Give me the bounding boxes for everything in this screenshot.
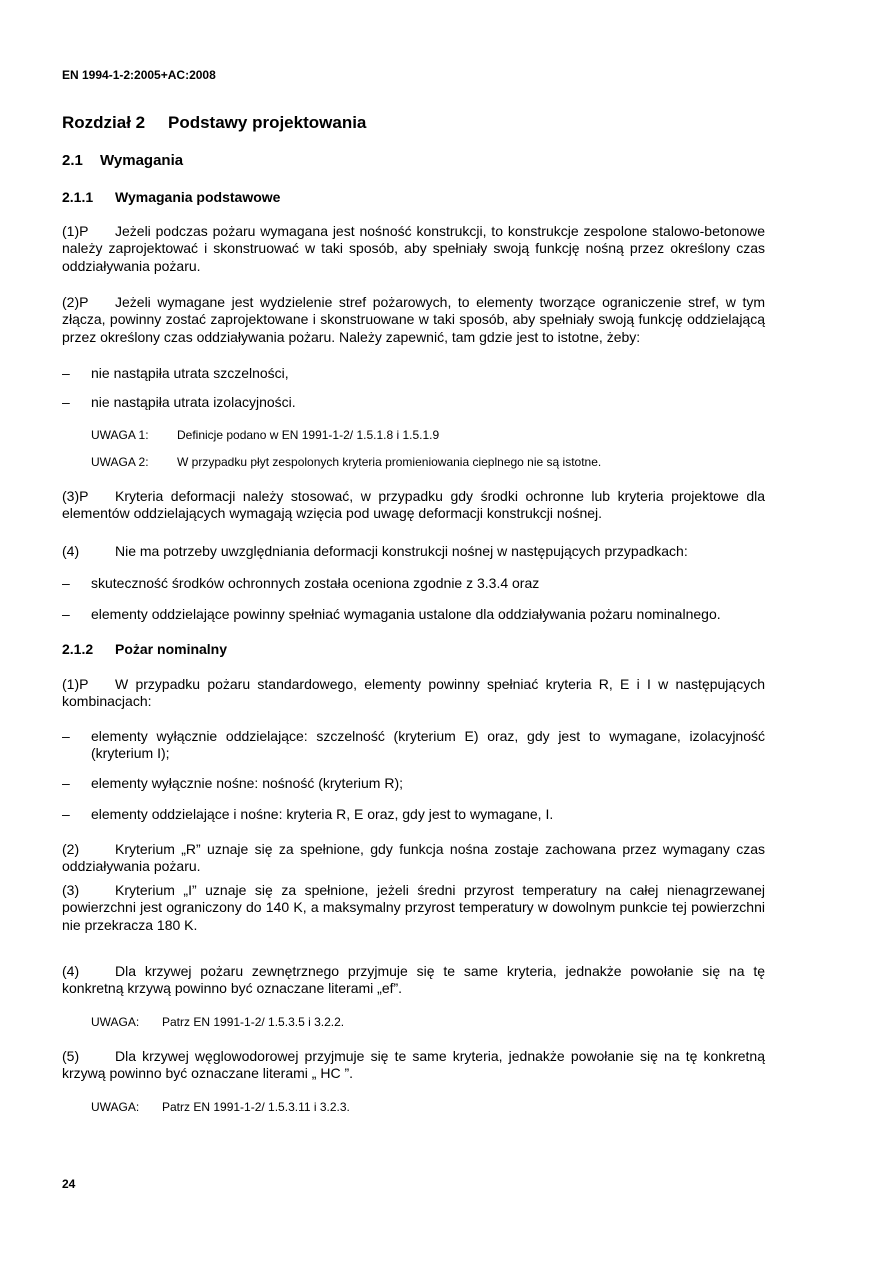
subsection-number: 2.1.1	[62, 189, 94, 205]
bullet-dash: –	[62, 775, 70, 791]
paragraph	[62, 963, 765, 998]
paragraph	[62, 543, 765, 560]
subsection-title: Wymagania podstawowe	[115, 189, 281, 205]
list-item	[62, 775, 765, 792]
note-text: Patrz EN 1991-1-2/ 1.5.3.11 i 3.2.3.	[162, 1100, 350, 1114]
chapter-title: Podstawy projektowania	[168, 113, 367, 132]
subsection-title: Pożar nominalny	[115, 641, 228, 657]
list-item-text: elementy wyłącznie nośne: nośność (kryterium R);	[91, 775, 404, 791]
subsection-number: 2.1.2	[62, 641, 94, 657]
list-item-text: elementy wyłącznie oddzielające: szczelność (kryterium E) oraz, gdy jest to wymagane, izolacyjność (kryterium I);	[91, 728, 765, 762]
note-text: Patrz EN 1991-1-2/ 1.5.3.5 i 3.2.2.	[162, 1015, 345, 1029]
bullet-dash: –	[62, 606, 70, 622]
paragraph-text: Jeżeli podczas pożaru wymagana jest nośność konstrukcji, to konstrukcje zespolone stalowo-betonowe należy zaprojektować i skonstruować w taki sposób, aby spełniały swoją funkcję nośną przez określony czas oddziaływania pożaru.	[62, 223, 765, 274]
paragraph-label: (5)	[62, 1048, 80, 1064]
paragraph	[62, 882, 765, 934]
list-item	[62, 806, 765, 823]
subsection-heading	[62, 189, 280, 205]
note-text: W przypadku płyt zespolonych kryteria promieniowania cieplnego nie są istotne.	[177, 455, 602, 469]
chapter-heading	[62, 113, 366, 133]
list-item	[62, 394, 765, 411]
paragraph	[62, 223, 765, 275]
paragraph	[62, 294, 765, 346]
paragraph-label: (2)	[62, 841, 80, 857]
bullet-dash: –	[62, 394, 70, 410]
list-item	[62, 365, 765, 382]
paragraph-text: Dla krzywej pożaru zewnętrznego przyjmuje się te same kryteria, jednakże powołanie się na tę konkretną krzywą powinno być oznaczane literami „ef”.	[62, 963, 765, 997]
bullet-dash: –	[62, 728, 70, 744]
list-item-text: elementy oddzielające i nośne: kryteria R, E oraz, gdy jest to wymagane, I.	[91, 806, 554, 822]
note	[91, 428, 439, 442]
paragraph	[62, 488, 765, 523]
list-item-text: nie nastąpiła utrata szczelności,	[91, 365, 289, 381]
paragraph	[62, 841, 765, 876]
paragraph	[62, 1048, 765, 1083]
paragraph-label: (3)P	[62, 488, 89, 504]
paragraph-text: Dla krzywej węglowodorowej przyjmuje się te same kryteria, jednakże powołanie się na tę konkretną krzywą powinno być oznaczane literami „ HC ”.	[62, 1048, 765, 1082]
bullet-dash: –	[62, 575, 70, 591]
document-header: EN 1994-1-2:2005+AC:2008	[62, 68, 216, 82]
page-number: 24	[62, 1177, 76, 1191]
paragraph-label: (1)P	[62, 676, 89, 692]
section-number: 2.1	[62, 152, 83, 169]
section-title: Wymagania	[100, 152, 184, 169]
paragraph-text: Jeżeli wymagane jest wydzielenie stref pożarowych, to elementy tworzące ograniczenie stref, w tym złącza, powinny zostać zaprojektowane i skonstruowane w taki sposób, aby spełniały swoją funkcję oddzielającą przez określony czas oddziaływania pożaru. Należy zapewnić, tam gdzie jest to istotne, żeby:	[62, 294, 765, 345]
section-heading	[62, 152, 183, 169]
note-label: UWAGA:	[91, 1100, 140, 1114]
paragraph-text: W przypadku pożaru standardowego, elementy powinny spełniać kryteria R, E i I w następujących kombinacjach:	[62, 676, 765, 710]
chapter-number: Rozdział 2	[62, 113, 146, 132]
list-item	[62, 728, 765, 763]
subsection-heading	[62, 641, 227, 657]
paragraph-label: (2)P	[62, 294, 89, 310]
note-label: UWAGA 1:	[91, 428, 149, 442]
note	[91, 455, 601, 469]
bullet-dash: –	[62, 806, 70, 822]
list-item-text: nie nastąpiła utrata izolacyjności.	[91, 394, 296, 410]
paragraph-text: Kryterium „I” uznaje się za spełnione, jeżeli średni przyrost temperatury na całej nienagrzewanej powierzchni jest ograniczony do 140 K, a maksymalny przyrost temperatury w dowolnym punkcie tej powierzchni nie przekracza 180 K.	[62, 882, 765, 933]
paragraph-label: (4)	[62, 543, 80, 559]
note-label: UWAGA 2:	[91, 455, 149, 469]
paragraph-label: (3)	[62, 882, 80, 898]
list-item-text: elementy oddzielające powinny spełniać wymagania ustalone dla oddziaływania pożaru nominalnego.	[91, 606, 721, 622]
paragraph-text: Kryterium „R” uznaje się za spełnione, gdy funkcja nośna zostaje zachowana przez wymagany czas oddziaływania pożaru.	[62, 841, 765, 875]
note-text: Definicje podano w EN 1991-1-2/ 1.5.1.8 i 1.5.1.9	[177, 428, 440, 442]
note-label: UWAGA:	[91, 1015, 140, 1029]
paragraph-label: (4)	[62, 963, 80, 979]
note	[91, 1100, 350, 1114]
paragraph	[62, 676, 765, 711]
paragraph-label: (1)P	[62, 223, 89, 239]
bullet-dash: –	[62, 365, 70, 381]
note	[91, 1015, 344, 1029]
list-item-text: skuteczność środków ochronnych została oceniona zgodnie z 3.3.4 oraz	[91, 575, 540, 591]
list-item	[62, 575, 765, 592]
paragraph-text: Kryteria deformacji należy stosować, w przypadku gdy środki ochronne lub kryteria projektowe dla elementów oddzielających wymagają wzięcia pod uwagę deformacji konstrukcji nośnej.	[62, 488, 765, 522]
list-item	[62, 606, 765, 623]
paragraph-text: Nie ma potrzeby uwzględniania deformacji konstrukcji nośnej w następujących przypadkach:	[115, 543, 688, 559]
